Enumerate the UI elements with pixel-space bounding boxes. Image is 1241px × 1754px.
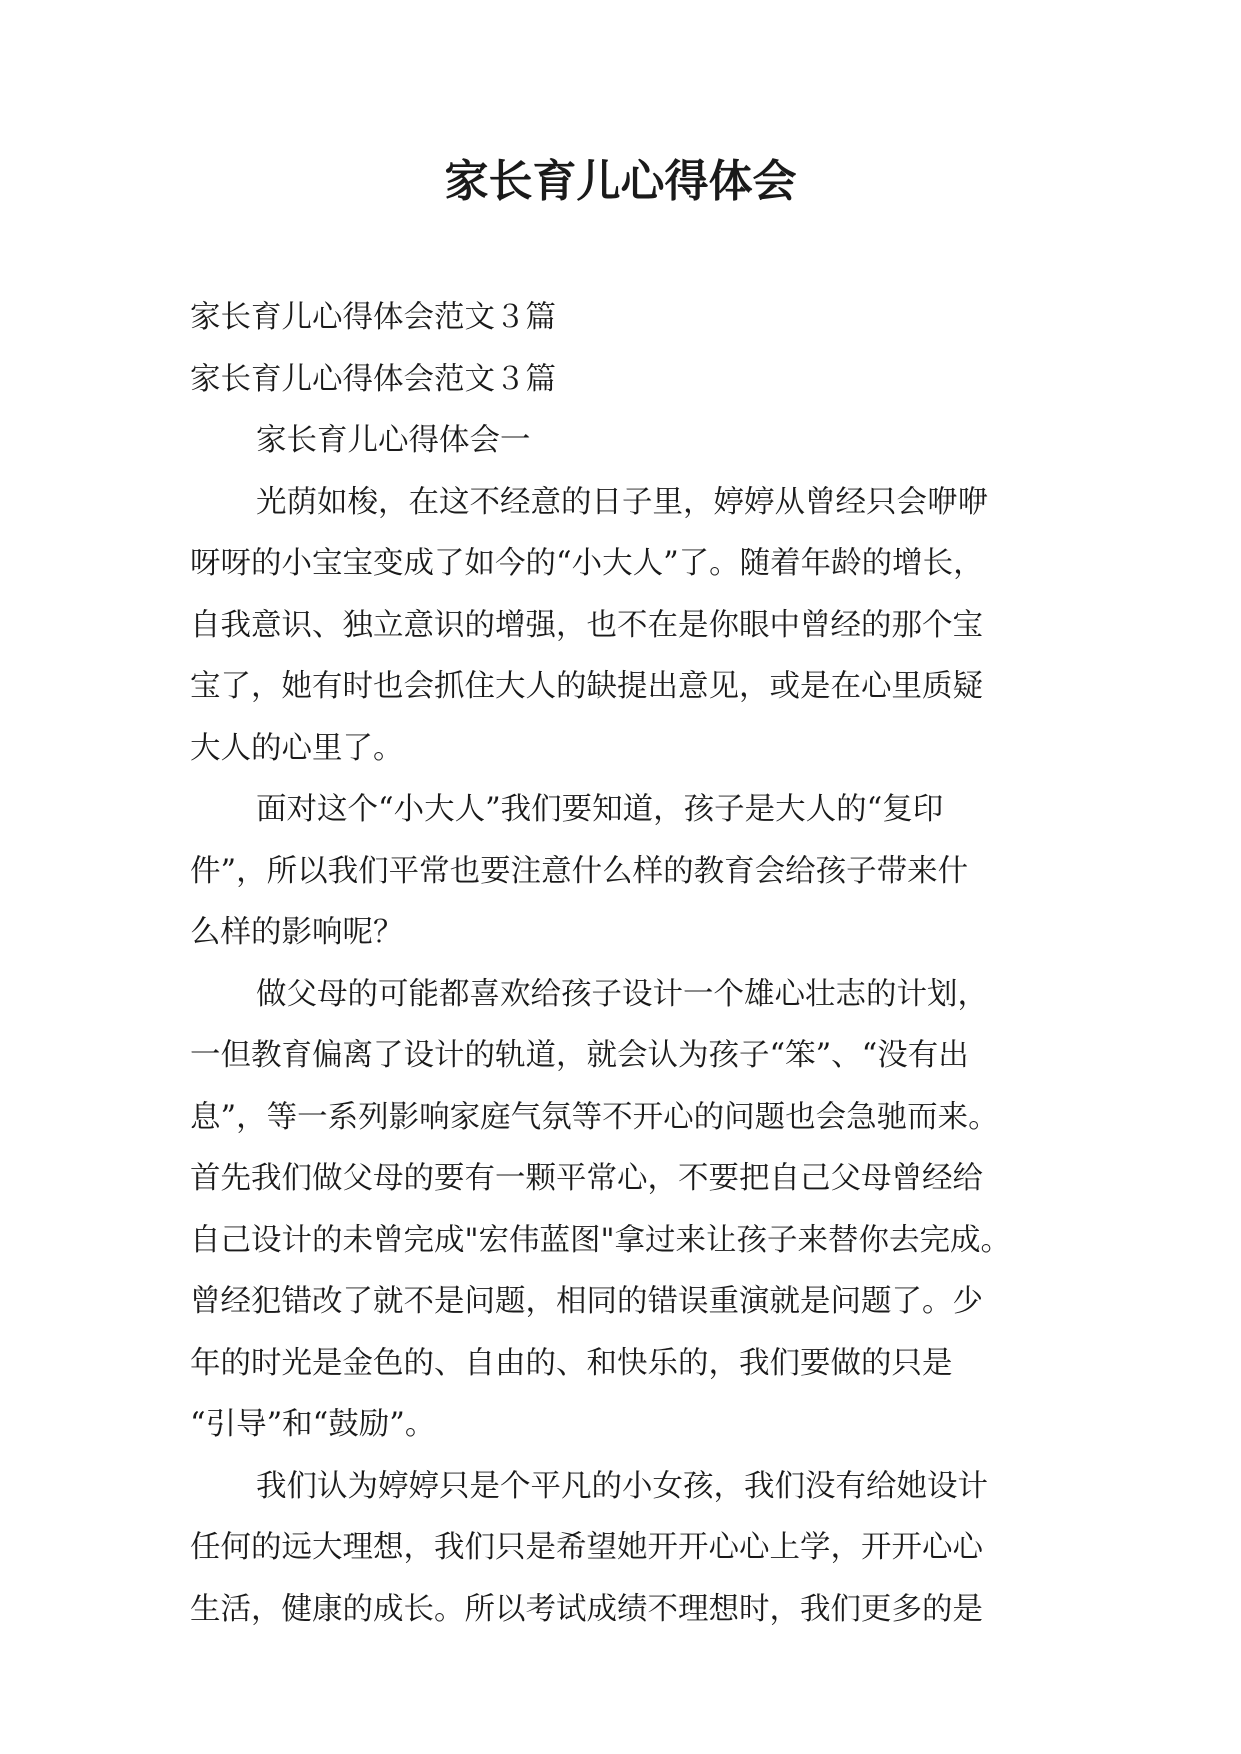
subtitle-line: 家长育儿心得体会范文３篇 bbox=[190, 361, 556, 397]
paragraph bbox=[190, 779, 1052, 964]
text-line: 件”，所以我们平常也要注意什么样的教育会给孩子带来什 bbox=[190, 853, 969, 889]
text-line: 自己设计的未曾完成"宏伟蓝图"拿过来让孩子来替你去完成。 bbox=[190, 1222, 1012, 1258]
paragraph bbox=[190, 1456, 1052, 1641]
text-line: 做父母的可能都喜欢给孩子设计一个雄心壮志的计划， bbox=[256, 976, 988, 1012]
text-line: 生活，健康的成长。所以考试成绩不理想时，我们更多的是 bbox=[190, 1591, 983, 1627]
text-line: 息”，等一系列影响家庭气氛等不开心的问题也会急驰而来。 bbox=[190, 1099, 999, 1135]
text-line: 大人的心里了。 bbox=[190, 730, 404, 766]
text-line: 呀呀的小宝宝变成了如今的“小大人”了。随着年龄的增长， bbox=[190, 546, 984, 581]
text-line: 么样的影响呢？ bbox=[190, 915, 404, 950]
text-line: 年的时光是金色的、自由的、和快乐的，我们要做的只是 bbox=[190, 1345, 953, 1381]
text-line: 曾经犯错改了就不是问题，相同的错误重演就是问题了。少 bbox=[190, 1284, 983, 1319]
text-line: 宝了，她有时也会抓住大人的缺提出意见，或是在心里质疑 bbox=[190, 669, 983, 704]
text-line: 自我意识、独立意识的增强，也不在是你眼中曾经的那个宝 bbox=[190, 607, 983, 643]
section-heading: 家长育儿心得体会一 bbox=[256, 423, 531, 458]
paragraph bbox=[190, 472, 1052, 780]
text-line: 光荫如梭，在这不经意的日子里，婷婷从曾经只会咿咿 bbox=[256, 484, 988, 520]
paragraph bbox=[190, 964, 1052, 1456]
text-line: 面对这个“小大人”我们要知道，孩子是大人的“复印 bbox=[256, 792, 944, 827]
document-title: 家长育儿心得体会 bbox=[444, 156, 797, 207]
text-line: 我们认为婷婷只是个平凡的小女孩，我们没有给她设计 bbox=[256, 1468, 988, 1504]
text-line: 一但教育偏离了设计的轨道，就会认为孩子“笨”、“没有出 bbox=[190, 1038, 969, 1073]
text-line: “引导”和“鼓励”。 bbox=[190, 1407, 436, 1442]
subtitle-line: 家长育儿心得体会范文３篇 bbox=[190, 300, 556, 335]
text-line: 任何的远大理想，我们只是希望她开开心心上学，开开心心 bbox=[190, 1530, 983, 1565]
document-body bbox=[190, 287, 1052, 1640]
text-line: 首先我们做父母的要有一颗平常心，不要把自己父母曾经给 bbox=[190, 1161, 983, 1196]
